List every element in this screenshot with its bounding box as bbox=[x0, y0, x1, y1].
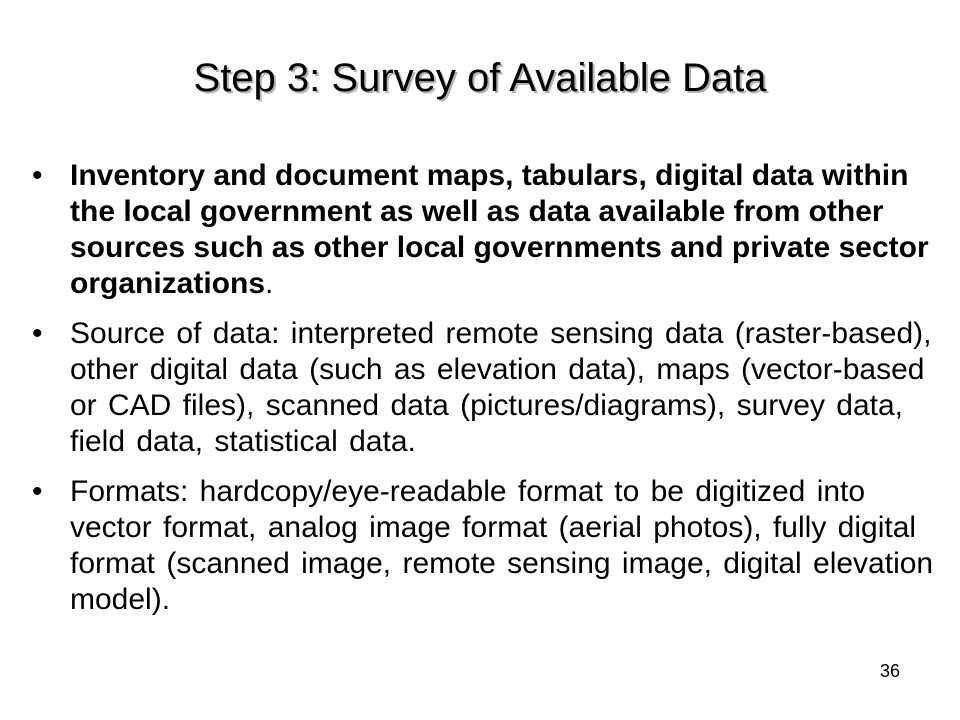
bullet-text: Formats: hardcopy/eye-readable format to be digitized into vector format, analog image format (aerial photos), fully digital format (scanned image, remote sensing image, digital elevation model). bbox=[70, 475, 934, 616]
bullet-text-tail: . bbox=[265, 267, 274, 300]
bullet-dot-icon: • bbox=[32, 317, 43, 350]
bullet-list bbox=[26, 158, 936, 632]
bullet-text: Source of data: interpreted remote sensing data (raster-based), other digital data (such as elevation data), maps (vector-based or CAD files), scanned data (pictures/diagrams), survey data, field data, statistical data. bbox=[70, 317, 932, 458]
bullet-item-source-of-data bbox=[26, 316, 936, 460]
bullet-dot-icon: • bbox=[32, 475, 43, 508]
bullet-item-inventory bbox=[26, 158, 936, 302]
bullet-dot-icon: • bbox=[32, 159, 43, 192]
bullet-text-bold: Inventory and document maps, tabulars, digital data within the local government as well as data available from other sources such as other local governments and private sector organizations bbox=[70, 159, 929, 300]
slide-title: Step 3: Survey of Available Data bbox=[193, 56, 767, 100]
page-number: 36 bbox=[880, 661, 901, 681]
bullet-item-formats bbox=[26, 474, 936, 618]
